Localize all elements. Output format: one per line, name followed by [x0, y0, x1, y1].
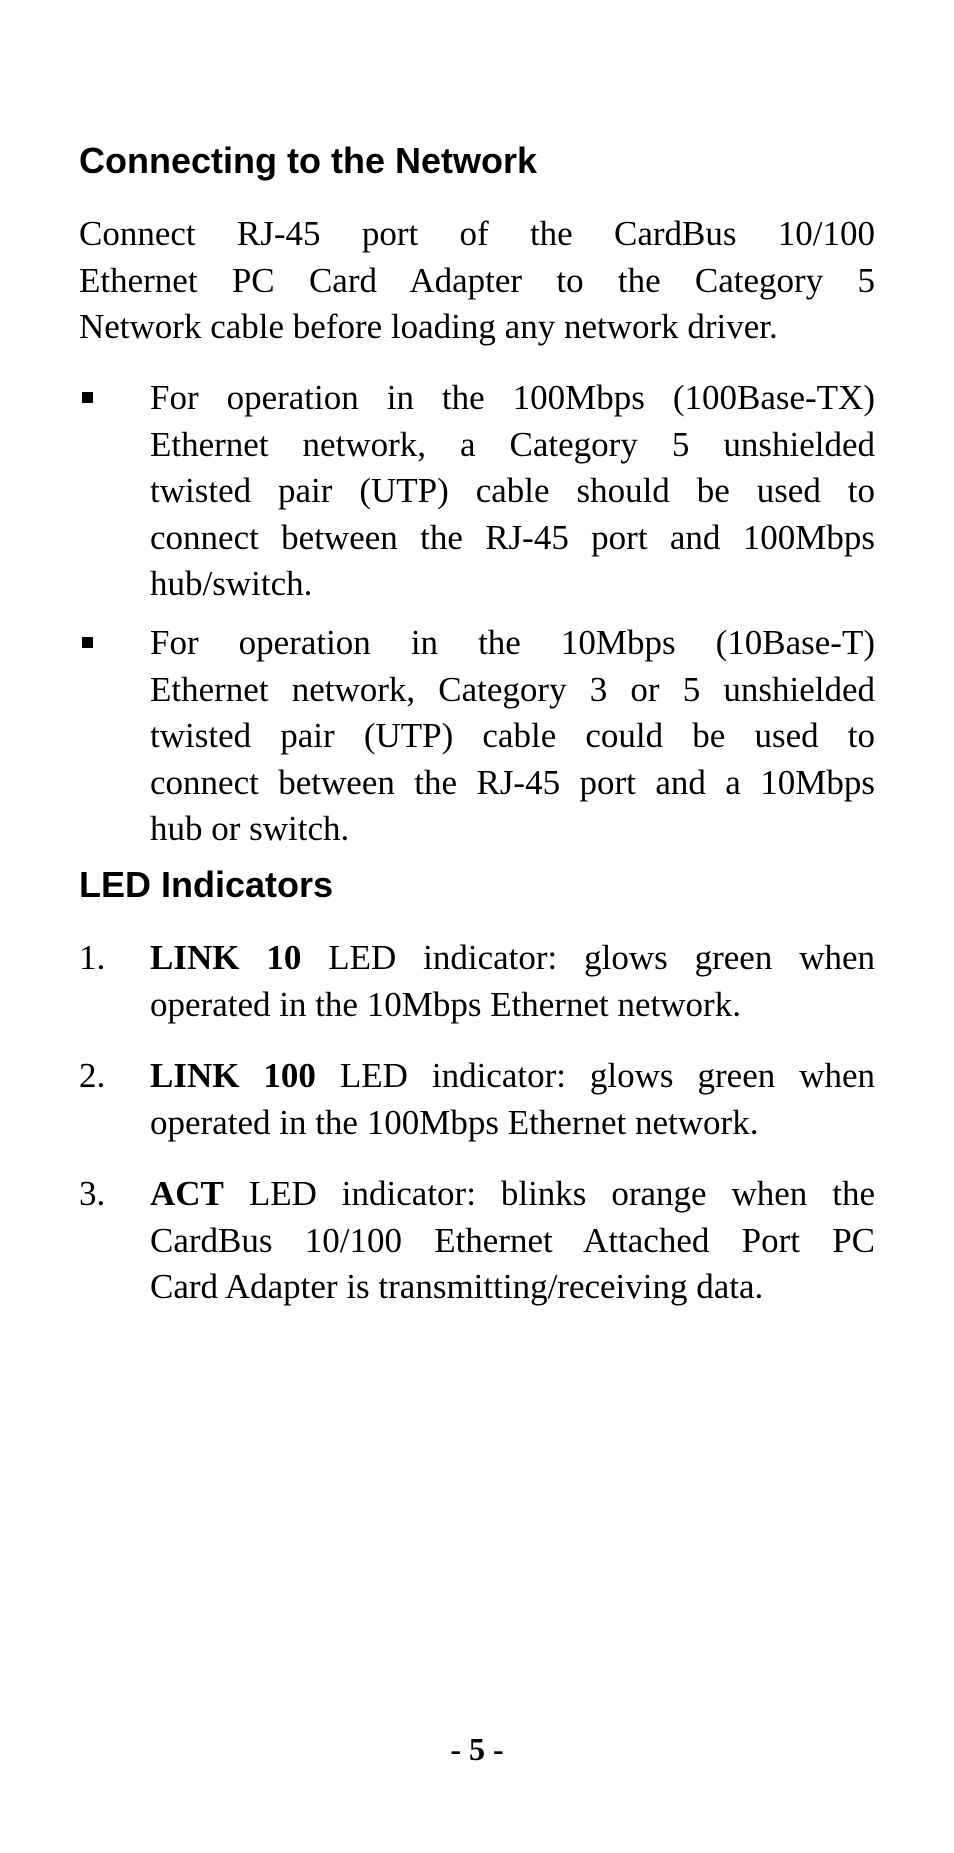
item-number: 1.: [79, 938, 106, 977]
bullet-line: twisted pair (UTP) cable could be used to: [150, 716, 875, 755]
intro-line: Connect RJ-45 port of the CardBus 10/100: [79, 214, 875, 253]
numbered-line: operated in the 10Mbps Ethernet network.: [150, 984, 741, 1024]
bullet-line: For operation in the 10Mbps (10Base-T): [150, 623, 875, 662]
led-label: LINK 100: [150, 1056, 316, 1095]
led-description: LED indicator: glows green when: [301, 938, 875, 977]
numbered-text: [150, 1053, 875, 1146]
led-label: LINK 10: [150, 938, 302, 977]
led-description: LED indicator: blinks orange when the: [223, 1174, 875, 1213]
square-bullet-icon: [82, 392, 93, 403]
bullet-line: connect between the RJ-45 port and a 10Mbps: [150, 762, 875, 802]
intro-paragraph: [79, 211, 875, 351]
bullet-line: hub or switch.: [150, 809, 350, 848]
numbered-line: Card Adapter is transmitting/receiving data.: [150, 1267, 764, 1306]
intro-line: Ethernet PC Card Adapter to the Category 5: [79, 260, 875, 300]
numbered-line: [150, 935, 875, 982]
document-page: [79, 0, 875, 1853]
bullet-line: For operation in the 100Mbps (100Base-TX): [150, 378, 875, 417]
bullet-text: [150, 375, 875, 608]
led-description: LED indicator: glows green when: [315, 1056, 875, 1095]
bullet-line: connect between the RJ-45 port and 100Mbps: [150, 517, 875, 557]
numbered-text: [150, 935, 875, 1028]
numbered-text: [150, 1171, 875, 1311]
numbered-line: CardBus 10/100 Ethernet Attached Port PC: [150, 1220, 875, 1260]
numbered-line: [150, 1053, 875, 1100]
intro-line: Network cable before loading any network driver.: [79, 307, 778, 346]
page-number: - 5 -: [450, 1731, 504, 1767]
bullet-text: [150, 620, 875, 853]
numbered-line: [150, 1171, 875, 1218]
numbered-line: operated in the 100Mbps Ethernet network.: [150, 1102, 759, 1142]
bullet-line: Ethernet network, Category 3 or 5 unshielded: [150, 669, 875, 709]
item-number: 2.: [79, 1056, 106, 1095]
section-heading-connecting: Connecting to the Network: [79, 140, 537, 181]
square-bullet-icon: [82, 637, 93, 648]
item-number: 3.: [79, 1174, 106, 1213]
led-label: ACT: [150, 1174, 224, 1213]
bullet-line: twisted pair (UTP) cable should be used to: [150, 471, 875, 510]
bullet-line: Ethernet network, a Category 5 unshielded: [150, 424, 875, 464]
section-heading-led-indicators: LED Indicators: [79, 864, 334, 905]
bullet-line: hub/switch.: [150, 564, 313, 603]
